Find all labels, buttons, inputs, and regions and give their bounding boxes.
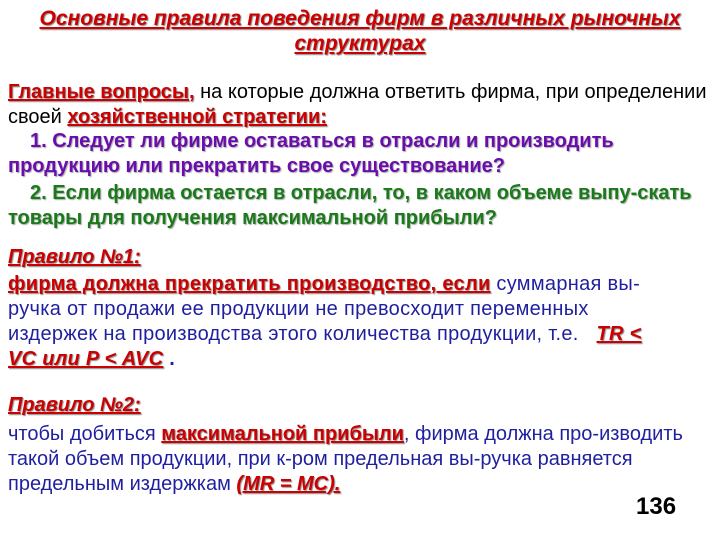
rule-2-emphasis: максимальной прибыли (161, 423, 404, 445)
rule-1-heading-row (8, 245, 708, 270)
question-1-text: 1. Следует ли фирме оставаться в отрасли и производить продукцию или прекратить свое существование? (8, 130, 614, 177)
rule-2-body (8, 422, 698, 497)
question-1 (8, 129, 708, 179)
rule-1-text: суммарная вы-ручка от продажи ее продукции не превосходит переменных издержек на производства этого количества продукции, т.е. (8, 273, 641, 345)
intro-strategy: хозяйственной стратегии: (67, 106, 327, 128)
question-2 (8, 181, 708, 231)
rule-2-text-after: , фирма должна про-изводить такой объем продукции, при к-ром предельная вы-ручка равняется предельным издержкам (8, 423, 683, 495)
rule-2-formula: (MR = MC). (236, 473, 341, 495)
intro-lead: Главные вопросы, (8, 81, 195, 103)
rule-1-body (8, 272, 658, 372)
rule-1-heading: Правило №1: (8, 246, 141, 268)
rule-1-emphasis: фирма должна прекратить производство, если (8, 273, 491, 295)
rule-2-heading-row (8, 393, 708, 418)
page-number: 136 (636, 493, 677, 520)
slide-title: Основные правила поведения фирм в различных рыночных структурах (39, 7, 681, 55)
rule-2-text-before: чтобы добиться (8, 423, 162, 445)
intro-paragraph (8, 80, 708, 130)
rule-1-formula: TR < VC или P < AVC (8, 323, 642, 370)
intro-text: на которые должна ответить фирма, при определении своей (8, 81, 707, 128)
rule-2-heading: Правило №2: (8, 394, 141, 416)
rule-1-end: . (163, 348, 176, 370)
question-2-text: 2. Если фирма остается в отрасли, то, в каком объеме выпу-скать товары для получения максимальной прибыли? (8, 182, 692, 229)
